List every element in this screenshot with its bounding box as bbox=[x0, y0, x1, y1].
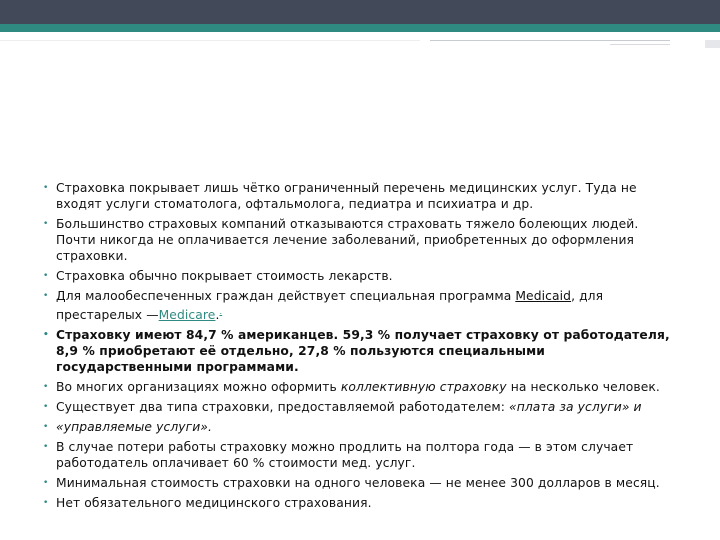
divider-line bbox=[610, 44, 670, 45]
bullet-icon: • bbox=[43, 330, 49, 341]
list-item bbox=[42, 327, 682, 375]
list-item bbox=[42, 439, 682, 471]
item-text: Страховка покрывает лишь чётко ограниченный перечень медицинских услуг. Туда не входят услуги стоматолога, офтальмолога, педиатра и психиатра и др. bbox=[56, 181, 637, 211]
item-text: . bbox=[215, 308, 220, 323]
bullet-icon: • bbox=[43, 271, 49, 281]
list-item bbox=[42, 399, 682, 415]
list-item bbox=[42, 379, 682, 395]
list-item bbox=[42, 216, 682, 264]
list-item bbox=[42, 288, 682, 323]
item-text: «управляемые услуги». bbox=[56, 420, 213, 435]
bullet-icon: • bbox=[43, 422, 49, 433]
item-text: на несколько человек. bbox=[506, 380, 660, 395]
item-text: Страховку имеют 84,7 % американцев. 59,3 % получает страховку от работодателя, 8,9 % приобретают её отдельно, 27,8 % пользуются специальными государственными программами. bbox=[56, 328, 670, 375]
bullet-icon: • bbox=[43, 402, 49, 413]
bullet-icon: • bbox=[43, 382, 49, 393]
item-text: Для малообеспеченных граждан действует специальная программа bbox=[56, 289, 516, 303]
accent-stripe bbox=[0, 24, 720, 32]
item-emphasis: коллективную страховку bbox=[340, 380, 507, 395]
bullet-icon: • bbox=[43, 478, 49, 489]
divider-line bbox=[430, 40, 670, 41]
list-item bbox=[42, 180, 682, 212]
item-text: Страховка обычно покрывает стоимость лекарств. bbox=[56, 269, 393, 283]
bullet-list bbox=[42, 180, 682, 515]
bullet-icon: • bbox=[43, 219, 49, 229]
medicare-link[interactable]: Medicare bbox=[158, 308, 216, 323]
list-item bbox=[42, 475, 682, 491]
item-text: Минимальная стоимость страховки на одного человека — не менее 300 долларов в месяц. bbox=[56, 476, 660, 491]
list-item bbox=[42, 419, 682, 435]
item-emphasis: «плата за услуги» и bbox=[509, 400, 642, 415]
bullet-icon: • bbox=[43, 498, 49, 509]
list-item bbox=[42, 268, 682, 284]
item-text: Во многих организациях можно оформить bbox=[56, 380, 341, 395]
item-text: , для престарелых — bbox=[56, 289, 604, 323]
list-item bbox=[42, 495, 682, 511]
header-bar bbox=[0, 0, 720, 24]
bullet-icon: • bbox=[43, 183, 49, 193]
footnote-marker[interactable]: . bbox=[219, 307, 223, 316]
bullet-icon: • bbox=[43, 291, 49, 301]
item-text: Большинство страховых компаний отказываются страховать тяжело болеющих людей. Почти никогда не оплачивается лечение заболеваний, приобретенных до оформления страховки. bbox=[56, 217, 639, 263]
corner-decoration bbox=[705, 40, 720, 48]
bullet-icon: • bbox=[43, 442, 49, 453]
item-text: Существует два типа страховки, предоставляемой работодателем: bbox=[56, 400, 510, 415]
item-text: В случае потери работы страховку можно продлить на полтора года — в этом случает работодатель оплачивает 60 % стоимости мед. услуг. bbox=[56, 440, 634, 471]
divider-line bbox=[0, 40, 420, 41]
medicaid-link[interactable]: Medicaid bbox=[515, 289, 572, 303]
item-text: Нет обязательного медицинского страхования. bbox=[56, 496, 372, 511]
